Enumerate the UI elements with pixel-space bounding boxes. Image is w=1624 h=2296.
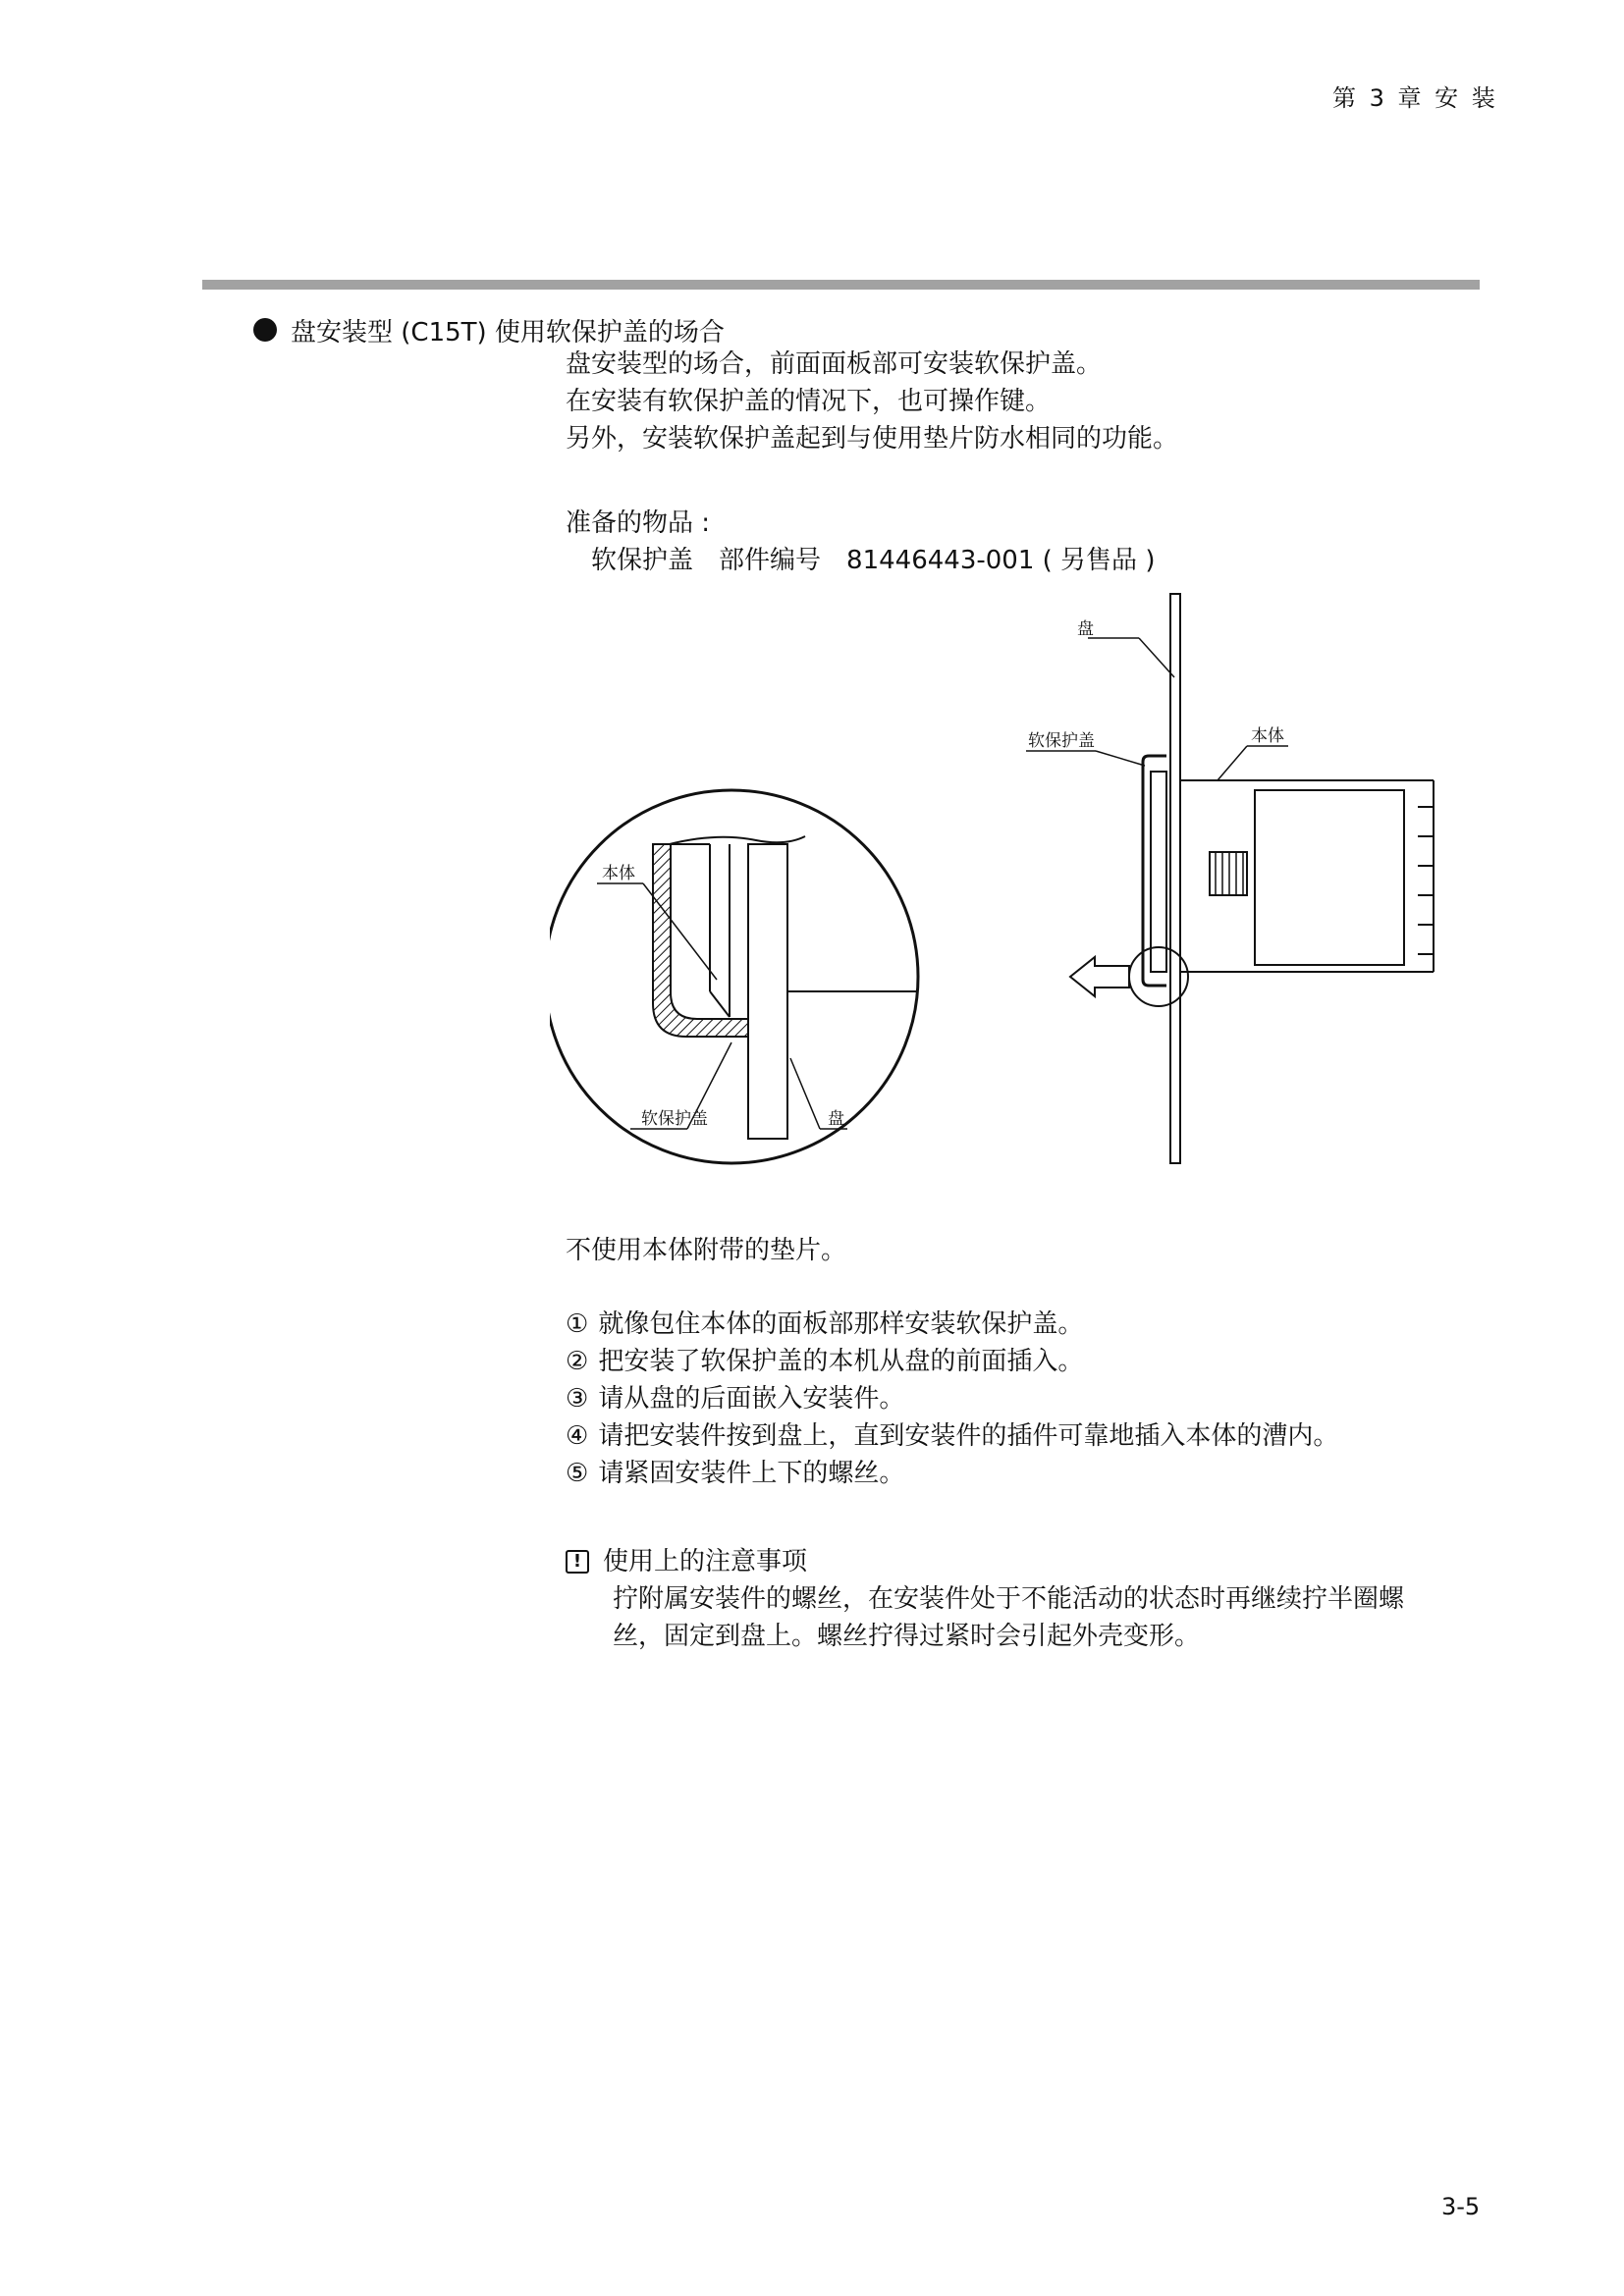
intro-paragraph bbox=[566, 346, 1178, 457]
caution-title: 使用上的注意事项 bbox=[603, 1547, 808, 1576]
installation-diagram bbox=[550, 579, 1492, 1188]
step-number: ③ bbox=[566, 1384, 589, 1414]
label-panel: 盘 bbox=[1077, 619, 1094, 639]
step-item bbox=[566, 1417, 1338, 1455]
step-text: 请紧固安装件上下的螺丝。 bbox=[598, 1459, 905, 1488]
panel-plate bbox=[1170, 594, 1180, 1163]
step-text: 把安装了软保护盖的本机从盘的前面插入。 bbox=[598, 1347, 1084, 1376]
bullet-icon bbox=[253, 318, 277, 342]
soft-cover-shape bbox=[1143, 756, 1166, 986]
step-list bbox=[566, 1306, 1338, 1492]
item-name: 软保护盖 bbox=[591, 546, 694, 575]
prepared-items-label: 准备的物品 : bbox=[566, 508, 711, 538]
body-board bbox=[1255, 790, 1404, 965]
step-item bbox=[566, 1455, 1338, 1492]
step-number: ② bbox=[566, 1347, 589, 1376]
step-item bbox=[566, 1343, 1338, 1380]
intro-line: 在安装有软保护盖的情况下，也可操作键。 bbox=[566, 387, 1052, 416]
step-text: 请把安装件按到盘上，直到安装件的插件可靠地插入本体的漕内。 bbox=[598, 1421, 1339, 1451]
detail-circle bbox=[550, 790, 918, 1163]
intro-line: 另外，安装软保护盖起到与使用垫片防水相同的功能。 bbox=[566, 424, 1179, 454]
detail-label-panel: 盘 bbox=[828, 1109, 844, 1129]
detail-label-soft-cover: 软保护盖 bbox=[641, 1109, 708, 1129]
section-title: 盘安装型 (C15T) 使用软保护盖的场合 bbox=[291, 318, 725, 347]
intro-line: 盘安装型的场合，前面面板部可安装软保护盖。 bbox=[566, 349, 1103, 379]
page-number: 3-5 bbox=[1441, 2193, 1481, 2220]
caution-line: 丝，固定到盘上。螺丝拧得过紧时会引起外壳变形。 bbox=[613, 1622, 1201, 1651]
prepared-item bbox=[566, 542, 1155, 579]
installation-drawing bbox=[550, 579, 1492, 1188]
detail-label-body: 本体 bbox=[602, 864, 635, 883]
step-text: 就像包住本体的面板部那样安装软保护盖。 bbox=[598, 1309, 1084, 1339]
gasket-note: 不使用本体附带的垫片。 bbox=[566, 1236, 847, 1265]
chapter-header: 第 3 章 安 装 bbox=[1332, 84, 1498, 112]
step-text: 请从盘的后面嵌入安装件。 bbox=[598, 1384, 905, 1414]
arrow-icon bbox=[1070, 957, 1129, 996]
prepared-items bbox=[566, 505, 1155, 579]
caution-note bbox=[566, 1543, 1404, 1655]
exclamation-icon: ! bbox=[566, 1550, 589, 1574]
label-soft-cover: 软保护盖 bbox=[1028, 731, 1095, 751]
front-bezel bbox=[1151, 772, 1166, 972]
step-item bbox=[566, 1380, 1338, 1417]
label-body: 本体 bbox=[1251, 726, 1284, 746]
step-number: ④ bbox=[566, 1421, 589, 1451]
step-item bbox=[566, 1306, 1338, 1343]
part-number: 81446443-001 ( 另售品 ) bbox=[846, 546, 1156, 575]
caution-line: 拧附属安装件的螺丝，在安装件处于不能活动的状态时再继续拧半圈螺 bbox=[613, 1584, 1405, 1614]
step-number: ⑤ bbox=[566, 1459, 589, 1488]
detail-zoom bbox=[653, 836, 943, 1139]
section-divider bbox=[202, 280, 1480, 290]
step-number: ① bbox=[566, 1309, 589, 1339]
part-label: 部件编号 bbox=[719, 546, 822, 575]
caution-header bbox=[566, 1543, 1404, 1580]
caution-body bbox=[566, 1580, 1404, 1655]
